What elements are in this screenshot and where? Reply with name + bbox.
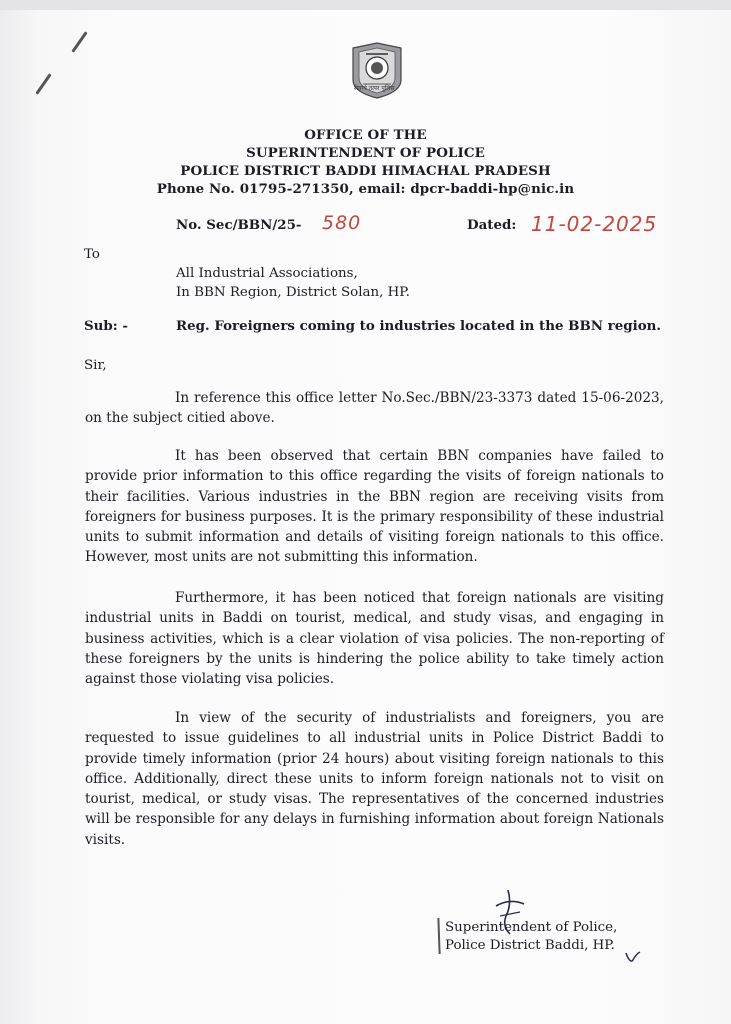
- signature-line-2: Police District Baddi, HP.: [445, 938, 615, 953]
- header-line-office: OFFICE OF THE: [304, 127, 427, 143]
- addressee-line-2: In BBN Region, District Solan, HP.: [176, 285, 410, 300]
- date-handwritten: 11-02-2025: [531, 212, 658, 236]
- body-paragraph: [85, 588, 664, 689]
- dated-label: Dated:: [467, 217, 517, 233]
- body-paragraph: [85, 708, 664, 850]
- paragraph-text: It has been observed that certain BBN companies have failed to provide prior information to this office regarding the visits of foreign nationals to their facilities. Various industries in the BBN region are receiving visits from foreigners for business purposes. It is the primary responsibility of these industrial units to submit information and details of visiting foreign nationals to this office. However, most units are not submitting this information.: [85, 448, 664, 566]
- paragraph-text: Furthermore, it has been noticed that foreign nationals are visiting industrial units in Baddi on tourist, medical, and study visas, and engaging in business activities, which is a clear violation of visa policies. The non-reporting of these foreigners by the units is hindering the police ability to take timely action against those violating visa policies.: [85, 590, 664, 688]
- body-paragraph: [85, 446, 664, 568]
- header-line-superintendent: SUPERINTENDENT OF POLICE: [246, 145, 485, 161]
- to-label: To: [84, 247, 100, 262]
- header-line-district: POLICE DISTRICT BADDI HIMACHAL PRADESH: [180, 163, 551, 179]
- header-line-contact: Phone No. 01795-271350, email: dpcr-baddi-hp@nic.in: [156, 181, 575, 197]
- salutation: Sir,: [84, 358, 107, 373]
- signature-line-1: Superintendent of Police,: [445, 920, 618, 935]
- initial-mark-icon: [624, 950, 642, 966]
- subject-label: Sub: -: [84, 318, 128, 334]
- paragraph-text: In reference this office letter No.Sec./BBN/23-3373 dated 15-06-2023, on the subject citied above.: [85, 390, 664, 427]
- paragraph-text: In view of the security of industrialists and foreigners, you are requested to issue guidelines to all industrial units in Police District Baddi to provide timely information (prior 24 hours) about visiting foreign nationals to this office. Additionally, direct these units to inform foreign nationals not to visit on tourist, medical, or study visas. The representatives of the concerned industries will be responsible for any delays in furnishing information about foreign Nationals visits.: [85, 710, 664, 848]
- subject-text: Reg. Foreigners coming to industries located in the BBN region.: [176, 318, 662, 334]
- addressee-line-1: All Industrial Associations,: [176, 266, 358, 281]
- reference-number-handwritten: 580: [322, 212, 362, 234]
- reference-number: No. Sec/BBN/25-: [176, 217, 302, 233]
- top-border: [0, 0, 731, 10]
- emblem-motto: सेवार्थ तत्पर पुलिस: [354, 85, 395, 92]
- body-paragraph: [85, 388, 664, 429]
